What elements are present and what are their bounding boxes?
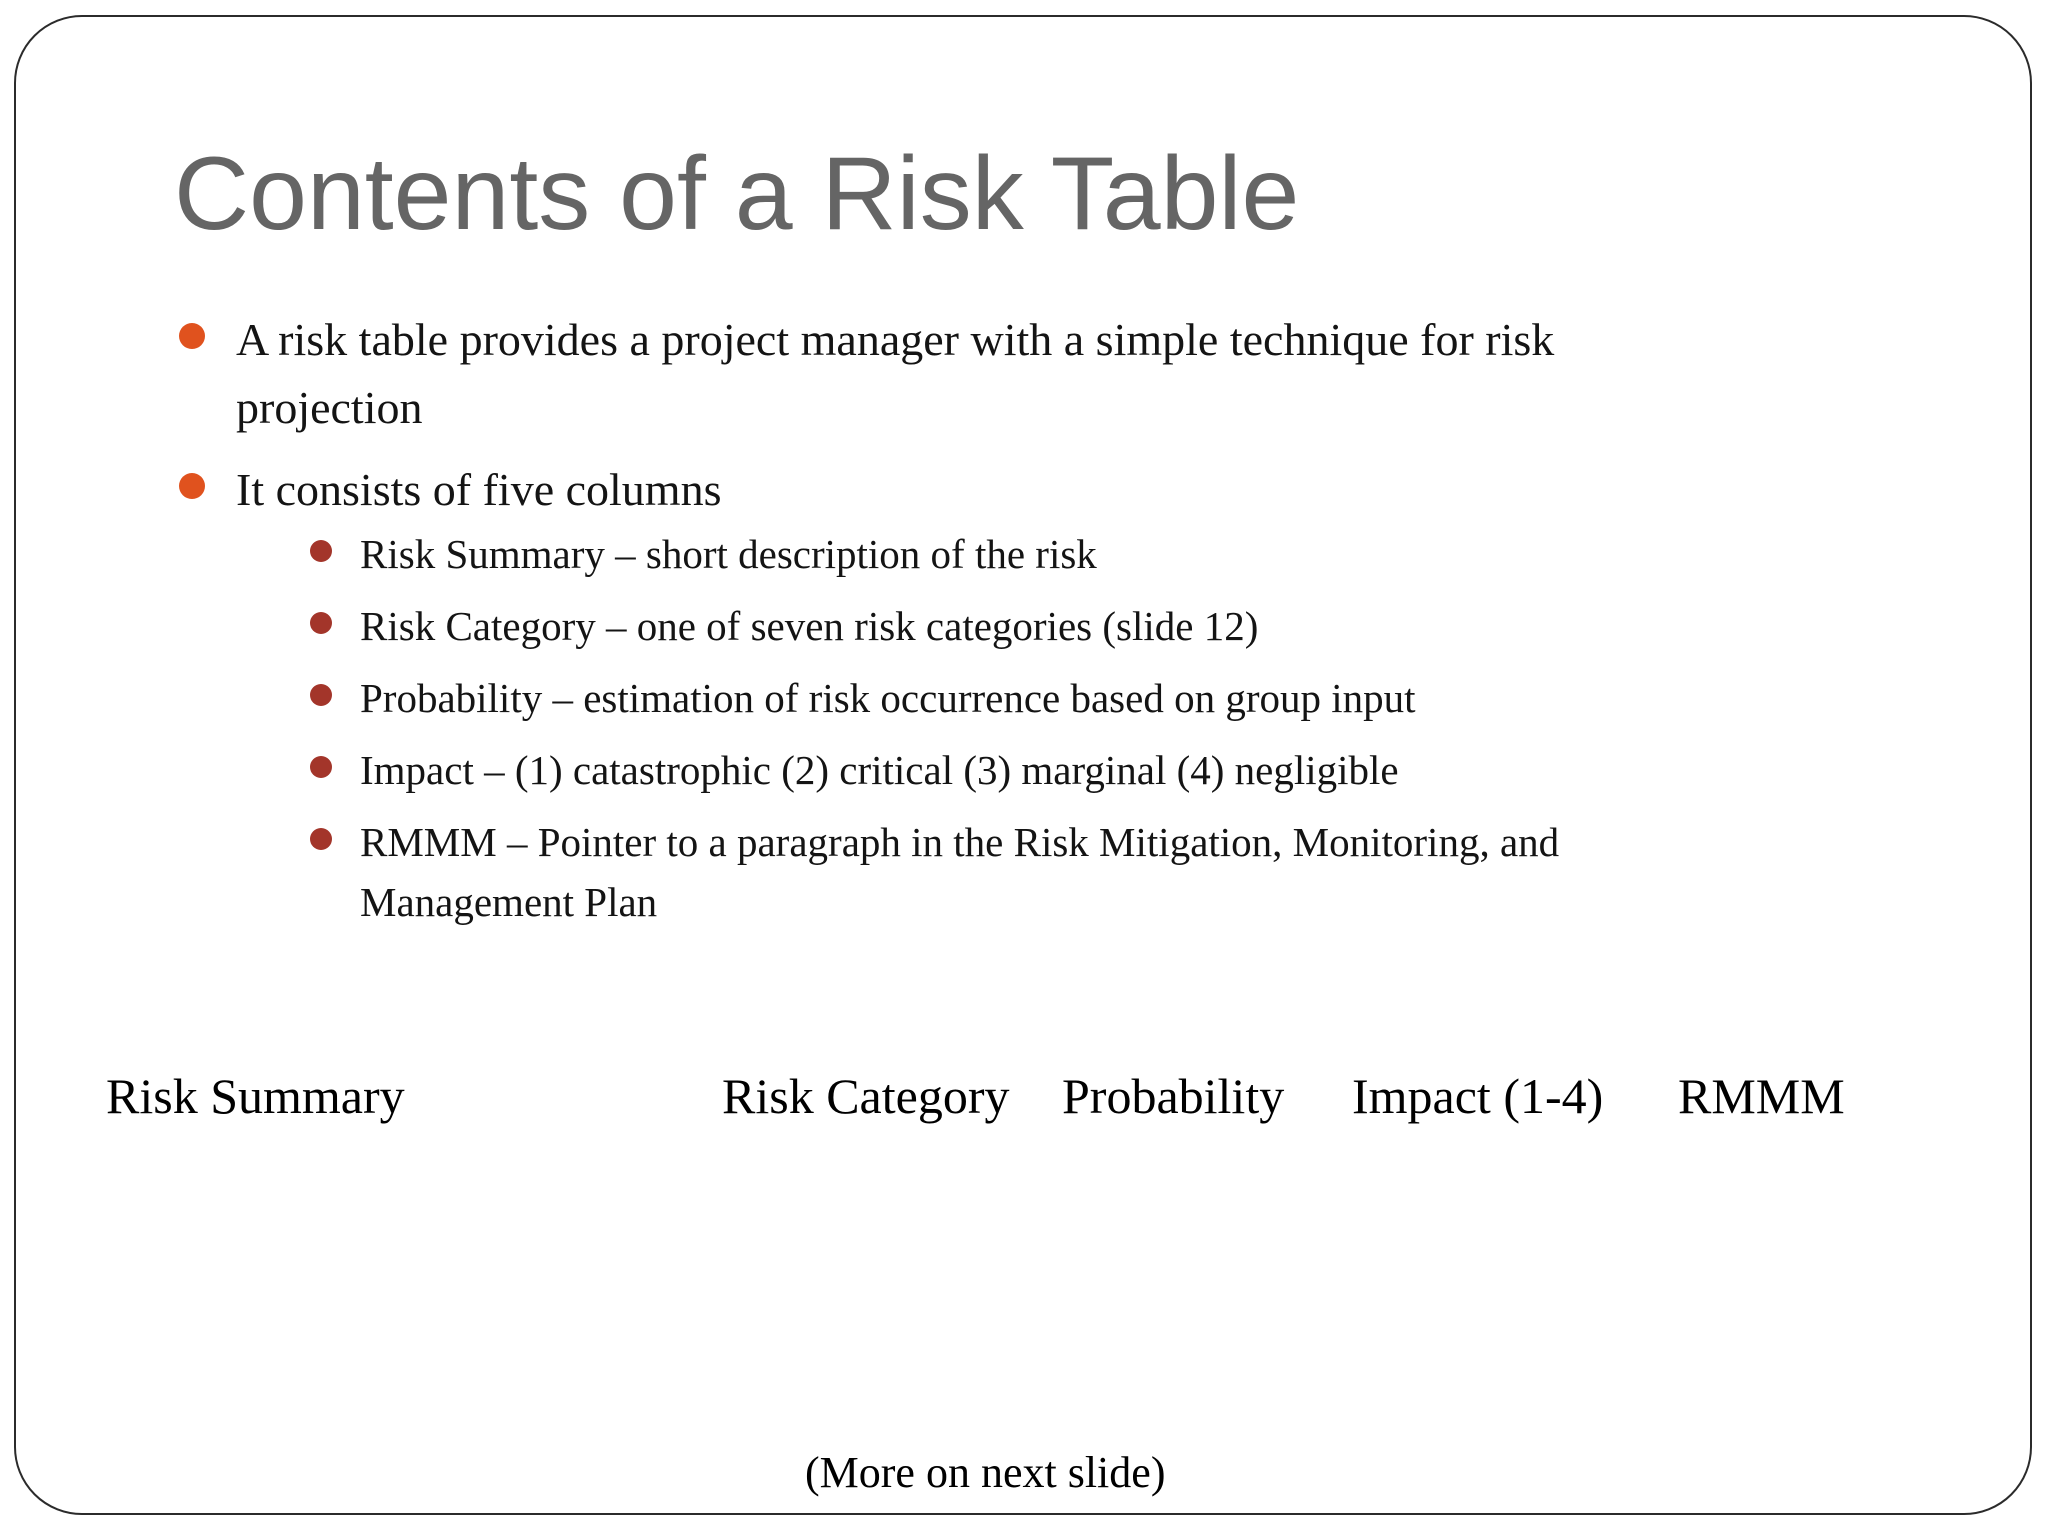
table-header-rmmm: RMMM bbox=[1678, 1068, 1845, 1124]
sub-bullet-list bbox=[236, 524, 1734, 932]
sub-bullet-risk-category bbox=[360, 596, 1734, 656]
bullet-dot-icon bbox=[179, 473, 205, 499]
sub-bullet-text: Risk Summary – short description of the risk bbox=[360, 531, 1097, 577]
bullet-item-five-columns bbox=[174, 456, 1734, 932]
bullet-list bbox=[174, 306, 1734, 946]
slide-title: Contents of a Risk Table bbox=[174, 136, 1300, 252]
sub-bullet-dot-icon bbox=[310, 828, 332, 850]
sub-bullet-rmmm bbox=[360, 812, 1734, 932]
table-header-risk-summary: Risk Summary bbox=[106, 1068, 405, 1124]
sub-bullet-dot-icon bbox=[310, 684, 332, 706]
table-header-probability: Probability bbox=[1062, 1068, 1285, 1124]
sub-bullet-risk-summary bbox=[360, 524, 1734, 584]
bullet-text: A risk table provides a project manager with a simple technique for risk projection bbox=[236, 314, 1555, 433]
sub-bullet-dot-icon bbox=[310, 612, 332, 634]
sub-bullet-text: Impact – (1) catastrophic (2) critical (3) marginal (4) negligible bbox=[360, 747, 1399, 793]
sub-bullet-dot-icon bbox=[310, 540, 332, 562]
sub-bullet-impact bbox=[360, 740, 1734, 800]
footer-note: (More on next slide) bbox=[805, 1448, 1166, 1497]
bullet-dot-icon bbox=[179, 323, 205, 349]
table-header-risk-category: Risk Category bbox=[722, 1068, 1010, 1124]
bullet-item-risk-table bbox=[174, 306, 1734, 442]
sub-bullet-probability bbox=[360, 668, 1734, 728]
table-header-impact: Impact (1-4) bbox=[1352, 1068, 1604, 1124]
bullet-text: It consists of five columns bbox=[236, 464, 722, 515]
sub-bullet-text: Risk Category – one of seven risk categories (slide 12) bbox=[360, 603, 1259, 649]
sub-bullet-text: Probability – estimation of risk occurrence based on group input bbox=[360, 675, 1416, 721]
sub-bullet-dot-icon bbox=[310, 756, 332, 778]
sub-bullet-text: RMMM – Pointer to a paragraph in the Risk Mitigation, Monitoring, and Management Plan bbox=[360, 819, 1560, 925]
